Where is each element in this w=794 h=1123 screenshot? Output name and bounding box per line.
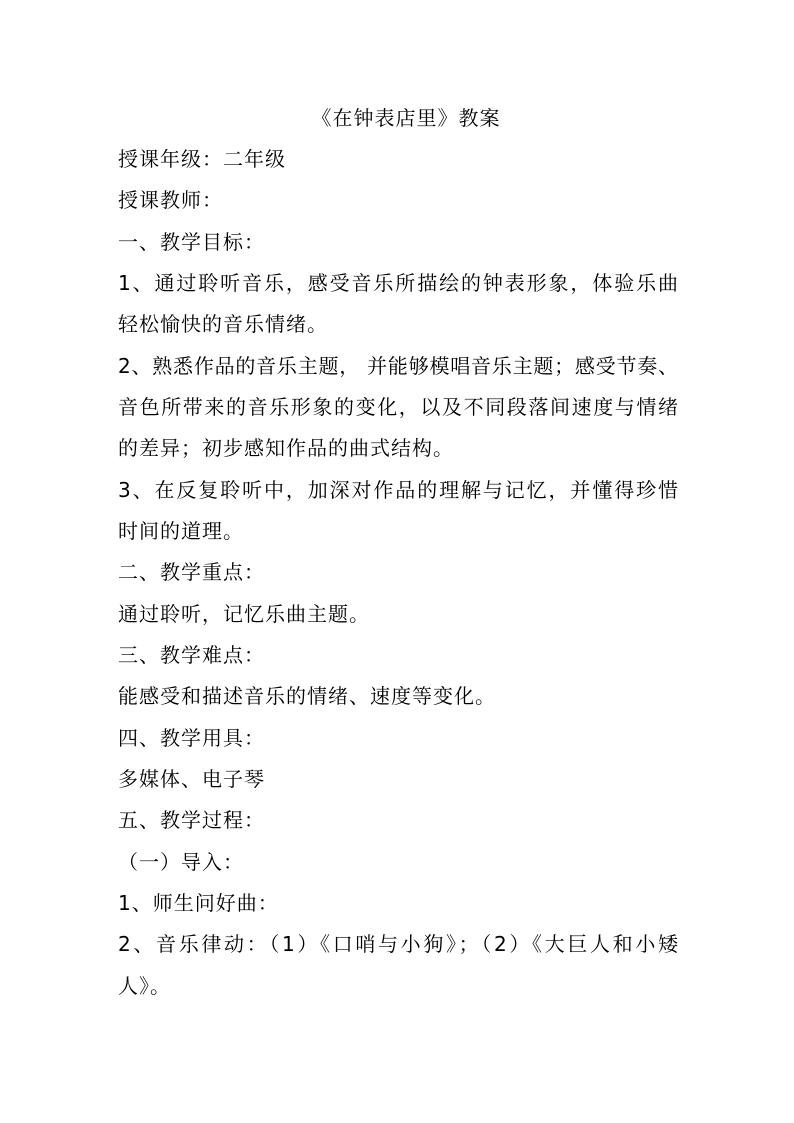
section-heading-process: 五、教学过程： xyxy=(118,808,265,832)
tools-text: 多媒体、电子琴 xyxy=(118,767,265,791)
document-title: 《在钟表店里》教案 xyxy=(311,106,501,130)
objective-3-line-1: 3、在反复聆听中，加深对作品的理解与记忆，并懂得珍惜 xyxy=(118,478,678,502)
section-heading-tools: 四、教学用具： xyxy=(118,726,265,750)
objective-2-line-3: 的差异；初步感知作品的曲式结构。 xyxy=(118,436,454,460)
objective-1-line-2: 轻松愉快的音乐情绪。 xyxy=(118,312,328,336)
objective-3-line-2: 时间的道理。 xyxy=(118,519,244,543)
process-step-1: 1、师生问好曲： xyxy=(118,891,279,915)
key-points-text: 通过聆听，记忆乐曲主题。 xyxy=(118,602,370,626)
process-step-2-line-1: 2、音乐律动：（1）《口哨与小狗》；（2）《大巨人和小矮 xyxy=(118,932,678,956)
objective-2-line-1: 2、熟悉作品的音乐主题， 并能够模唱音乐主题；感受节奏、 xyxy=(118,354,678,378)
objective-2-line-2: 音色所带来的音乐形象的变化，以及不同段落间速度与情绪 xyxy=(118,395,678,419)
process-step-2-line-2: 人》。 xyxy=(118,974,171,998)
section-heading-objectives: 一、教学目标： xyxy=(118,230,265,254)
subsection-intro: （一）导入： xyxy=(118,850,244,874)
section-heading-key-points: 二、教学重点： xyxy=(118,560,265,584)
objective-1-line-1: 1、通过聆听音乐，感受音乐所描绘的钟表形象，体验乐曲 xyxy=(118,271,678,295)
grade-line: 授课年级：二年级 xyxy=(118,147,286,171)
teacher-line: 授课教师： xyxy=(118,188,223,212)
difficulties-text: 能感受和描述音乐的情绪、速度等变化。 xyxy=(118,684,496,708)
section-heading-difficulties: 三、教学难点： xyxy=(118,643,265,667)
